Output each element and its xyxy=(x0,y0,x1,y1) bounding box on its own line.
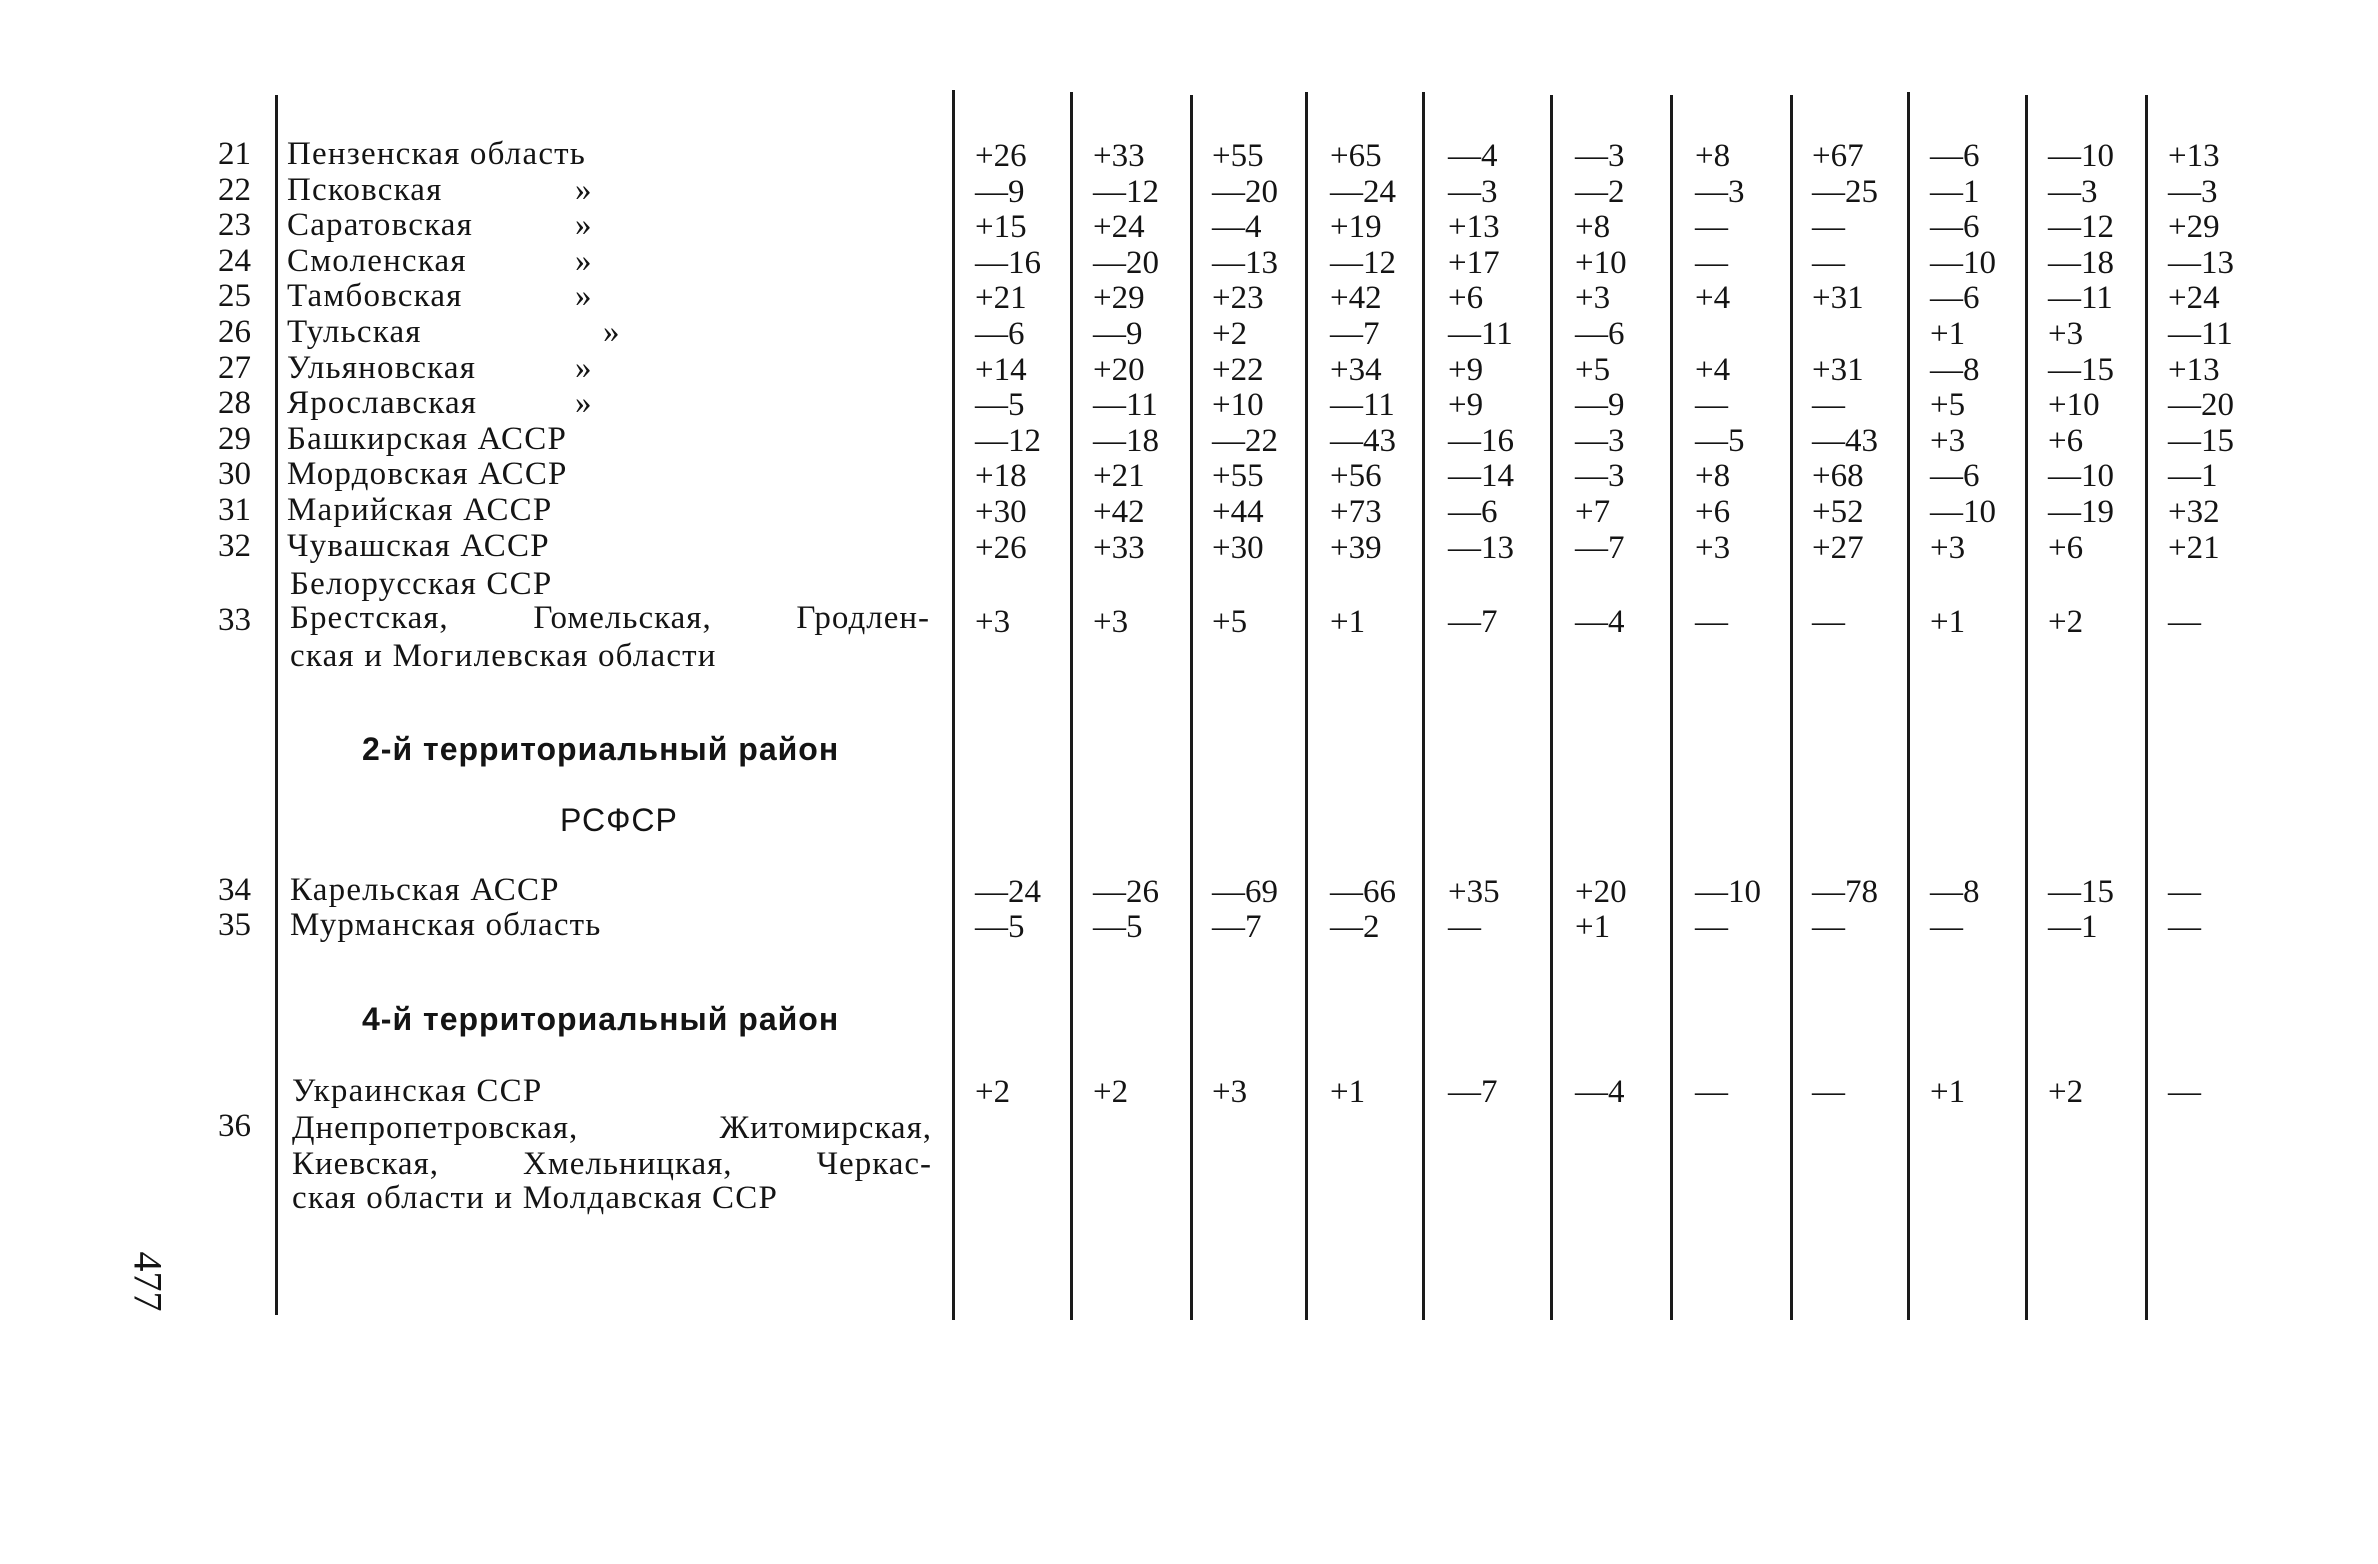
ukraine-row-value: — xyxy=(2168,1074,2201,1110)
row-number: 31 xyxy=(218,492,251,528)
row-value: +7 xyxy=(1575,494,1611,530)
row-value: —10 xyxy=(1930,245,1996,281)
row-value: —6 xyxy=(1930,280,1980,316)
row-value: +8 xyxy=(1695,458,1731,494)
row-value: — xyxy=(1812,209,1845,245)
row-value: +21 xyxy=(975,280,1027,316)
row-value: +31 xyxy=(1812,352,1864,388)
row-number: 26 xyxy=(218,314,251,350)
row-value: —20 xyxy=(2168,387,2234,423)
column-rule xyxy=(1550,95,1553,1320)
row-value: +26 xyxy=(975,530,1027,566)
row-value: —8 xyxy=(1930,352,1980,388)
row-value: —6 xyxy=(1930,138,1980,174)
row-33-value: — xyxy=(1812,604,1845,640)
row-value: +3 xyxy=(2048,316,2084,352)
row-value: —1 xyxy=(1930,174,1980,210)
row-value: +24 xyxy=(1093,209,1145,245)
row-value: +10 xyxy=(1212,387,1264,423)
row-value: —2 xyxy=(1575,174,1625,210)
row-33-value: +3 xyxy=(975,604,1011,640)
row-value: —10 xyxy=(2048,138,2114,174)
row-value: +20 xyxy=(1093,352,1145,388)
row-value: +18 xyxy=(975,458,1027,494)
row-value: —3 xyxy=(2048,174,2098,210)
row-value: +13 xyxy=(2168,138,2220,174)
row-value: —3 xyxy=(1695,174,1745,210)
row-33-name-word: Гродлен- xyxy=(796,600,930,636)
row-value: +21 xyxy=(1093,458,1145,494)
row-value: —6 xyxy=(1575,316,1625,352)
row-value: —11 xyxy=(1448,316,1513,352)
row-value: +21 xyxy=(2168,530,2220,566)
row-value: —4 xyxy=(1448,138,1498,174)
row-value: —24 xyxy=(975,874,1041,910)
row-value: +5 xyxy=(1930,387,1966,423)
row-value: +13 xyxy=(1448,209,1500,245)
row-33-name-line2: ская и Могилевская области xyxy=(290,638,717,674)
row-value: —16 xyxy=(1448,423,1514,459)
row-value: —43 xyxy=(1812,423,1878,459)
row-value: —6 xyxy=(1930,209,1980,245)
region-name: Тульская xyxy=(287,314,422,350)
column-rule xyxy=(1790,95,1793,1320)
row-value: —20 xyxy=(1212,174,1278,210)
row-value: —11 xyxy=(2048,280,2113,316)
row-value: — xyxy=(1448,909,1481,945)
ditto-mark: » xyxy=(603,314,621,350)
row-value: —3 xyxy=(1575,423,1625,459)
row-33-value: +1 xyxy=(1330,604,1366,640)
row-value: —12 xyxy=(1330,245,1396,281)
row-value: +26 xyxy=(975,138,1027,174)
row-value: +3 xyxy=(1695,530,1731,566)
row-value: +35 xyxy=(1448,874,1500,910)
row-value: —18 xyxy=(2048,245,2114,281)
row-number: 25 xyxy=(218,278,251,314)
row-value: +8 xyxy=(1695,138,1731,174)
row-33-value: —7 xyxy=(1448,604,1498,640)
row-value: —12 xyxy=(1093,174,1159,210)
row-value: +2 xyxy=(1212,316,1248,352)
row-value: +14 xyxy=(975,352,1027,388)
row-value: —1 xyxy=(2048,909,2098,945)
row-value: — xyxy=(1695,387,1728,423)
row-value: —13 xyxy=(1448,530,1514,566)
row-value: —6 xyxy=(1448,494,1498,530)
row-number: 22 xyxy=(218,172,251,208)
row-36-name-line3: ская области и Молдавская ССР xyxy=(292,1180,779,1216)
ditto-mark: » xyxy=(575,350,593,386)
row-33-number: 33 xyxy=(218,602,251,638)
row-number: 30 xyxy=(218,456,251,492)
row-value: —7 xyxy=(1575,530,1625,566)
row-value: +39 xyxy=(1330,530,1382,566)
ukraine-row-value: —7 xyxy=(1448,1074,1498,1110)
ukraine-row-value: +1 xyxy=(1930,1074,1966,1110)
row-value: —3 xyxy=(1448,174,1498,210)
region-name: Пензенская область xyxy=(287,136,587,172)
row-value: —24 xyxy=(1330,174,1396,210)
row-number: 27 xyxy=(218,350,251,386)
region-name: Смоленская xyxy=(287,243,467,279)
row-value: —2 xyxy=(1330,909,1380,945)
row-number: 21 xyxy=(218,136,251,172)
row-value: +10 xyxy=(1575,245,1627,281)
row-value: —10 xyxy=(2048,458,2114,494)
row-value: +42 xyxy=(1093,494,1145,530)
row-value: +20 xyxy=(1575,874,1627,910)
row-value: —43 xyxy=(1330,423,1396,459)
row-value: +55 xyxy=(1212,138,1264,174)
page-number: 477 xyxy=(125,1251,171,1312)
row-value: — xyxy=(1812,387,1845,423)
row-value: —69 xyxy=(1212,874,1278,910)
row-value: —3 xyxy=(2168,174,2218,210)
row-value: —7 xyxy=(1212,909,1262,945)
ukraine-row-value: +3 xyxy=(1212,1074,1248,1110)
row-33-name-word: Брестская, xyxy=(290,600,449,636)
row-number: 29 xyxy=(218,421,251,457)
region-name: Мордовская АССР xyxy=(287,456,568,492)
region-name: Марийская АССР xyxy=(287,492,553,528)
region-name: Мурманская область xyxy=(290,907,602,943)
row-value: — xyxy=(1695,209,1728,245)
row-33-name-word: Гомельская, xyxy=(533,600,712,636)
row-value: —22 xyxy=(1212,423,1278,459)
ditto-mark: » xyxy=(575,385,593,421)
column-rule xyxy=(1422,92,1425,1320)
row-value: —11 xyxy=(2168,316,2233,352)
row-value: —12 xyxy=(975,423,1041,459)
row-value: +13 xyxy=(2168,352,2220,388)
row-value: —10 xyxy=(1695,874,1761,910)
region-name: Тамбовская xyxy=(287,278,463,314)
row-value: +6 xyxy=(1448,280,1484,316)
region-name: Псковская xyxy=(287,172,443,208)
row-value: +4 xyxy=(1695,352,1731,388)
row-value: —11 xyxy=(1093,387,1158,423)
row-value: —19 xyxy=(2048,494,2114,530)
row-value: +67 xyxy=(1812,138,1864,174)
row-value: —3 xyxy=(1575,458,1625,494)
row-value: +42 xyxy=(1330,280,1382,316)
column-rule xyxy=(1305,92,1308,1320)
row-value: +3 xyxy=(1930,423,1966,459)
row-value: —5 xyxy=(1093,909,1143,945)
column-rule xyxy=(2145,95,2148,1320)
row-value: +31 xyxy=(1812,280,1864,316)
column-rule-name xyxy=(952,90,955,1320)
row-value: — xyxy=(1812,245,1845,281)
column-rule xyxy=(2025,95,2028,1320)
row-value: —9 xyxy=(1093,316,1143,352)
row-value: —26 xyxy=(1093,874,1159,910)
ukraine-label: Украинская ССР xyxy=(292,1073,543,1109)
row-value: +1 xyxy=(1575,909,1611,945)
row-value: —4 xyxy=(1212,209,1262,245)
row-value: +34 xyxy=(1330,352,1382,388)
row-value: +68 xyxy=(1812,458,1864,494)
ukraine-row-value: — xyxy=(1812,1074,1845,1110)
row-value: +33 xyxy=(1093,138,1145,174)
row-value: —15 xyxy=(2168,423,2234,459)
row-36-name-word: Житомирская, xyxy=(719,1110,932,1146)
ukraine-row-value: +2 xyxy=(1093,1074,1129,1110)
row-value: —14 xyxy=(1448,458,1514,494)
row-value: —18 xyxy=(1093,423,1159,459)
column-rule xyxy=(1070,92,1073,1320)
row-value: +8 xyxy=(1575,209,1611,245)
row-value: +3 xyxy=(1930,530,1966,566)
ukraine-row-value: +2 xyxy=(2048,1074,2084,1110)
row-value: +17 xyxy=(1448,245,1500,281)
row-value: —25 xyxy=(1812,174,1878,210)
row-33-value: +5 xyxy=(1212,604,1248,640)
column-rule-left xyxy=(275,95,278,1315)
row-value: +3 xyxy=(1575,280,1611,316)
row-value: — xyxy=(2168,874,2201,910)
row-36-name-word: Черкас- xyxy=(816,1146,933,1182)
row-value: —16 xyxy=(975,245,1041,281)
row-value: +19 xyxy=(1330,209,1382,245)
row-value: +56 xyxy=(1330,458,1382,494)
region-name: Карельская АССР xyxy=(290,872,560,908)
row-value: — xyxy=(1812,909,1845,945)
row-value: —15 xyxy=(2048,874,2114,910)
column-rule xyxy=(1907,92,1910,1320)
row-value: —13 xyxy=(2168,245,2234,281)
row-36-name-line1 xyxy=(292,1110,932,1147)
row-value: —6 xyxy=(1930,458,1980,494)
row-36-name-line2 xyxy=(292,1146,932,1183)
section-2-title: 2-й территориальный район xyxy=(362,731,840,767)
ditto-mark: » xyxy=(575,243,593,279)
row-value: +32 xyxy=(2168,494,2220,530)
region-name: Саратовская xyxy=(287,207,474,243)
row-value: —66 xyxy=(1330,874,1396,910)
row-value: +6 xyxy=(2048,423,2084,459)
row-value: —5 xyxy=(975,387,1025,423)
row-36-number: 36 xyxy=(218,1108,251,1144)
ditto-mark: » xyxy=(575,278,593,314)
row-number: 32 xyxy=(218,528,251,564)
region-name: Ярославская xyxy=(287,385,478,421)
row-value: —9 xyxy=(1575,387,1625,423)
row-value: —8 xyxy=(1930,874,1980,910)
row-value: +73 xyxy=(1330,494,1382,530)
row-value: — xyxy=(2168,909,2201,945)
row-number: 23 xyxy=(218,207,251,243)
row-number: 24 xyxy=(218,243,251,279)
column-rule xyxy=(1670,95,1673,1320)
row-value: —13 xyxy=(1212,245,1278,281)
row-value: +29 xyxy=(1093,280,1145,316)
row-value: +27 xyxy=(1812,530,1864,566)
row-value: — xyxy=(1930,909,1963,945)
row-value: +44 xyxy=(1212,494,1264,530)
row-value: +9 xyxy=(1448,352,1484,388)
region-name: Башкирская АССР xyxy=(287,421,568,457)
row-value: +22 xyxy=(1212,352,1264,388)
row-36-name-word: Хмельницкая, xyxy=(523,1146,733,1182)
row-value: +30 xyxy=(1212,530,1264,566)
ukraine-row-value: +2 xyxy=(975,1074,1011,1110)
row-value: —5 xyxy=(975,909,1025,945)
row-number: 35 xyxy=(218,907,251,943)
row-value: +65 xyxy=(1330,138,1382,174)
row-value: +15 xyxy=(975,209,1027,245)
row-number: 28 xyxy=(218,385,251,421)
ukraine-row-value: +1 xyxy=(1330,1074,1366,1110)
row-33-value: —4 xyxy=(1575,604,1625,640)
belarus-label: Белорусская ССР xyxy=(290,566,553,602)
row-value: —12 xyxy=(2048,209,2114,245)
row-value: +5 xyxy=(1575,352,1611,388)
row-value: +1 xyxy=(1930,316,1966,352)
ditto-mark: » xyxy=(575,172,593,208)
row-value: —3 xyxy=(1575,138,1625,174)
ukraine-row-value: —4 xyxy=(1575,1074,1625,1110)
row-value: +23 xyxy=(1212,280,1264,316)
row-value: —11 xyxy=(1330,387,1395,423)
section-4-title: 4-й территориальный район xyxy=(362,1001,840,1037)
row-value: —1 xyxy=(2168,458,2218,494)
row-value: —78 xyxy=(1812,874,1878,910)
ditto-mark: » xyxy=(575,207,593,243)
row-value: —5 xyxy=(1695,423,1745,459)
row-value: +33 xyxy=(1093,530,1145,566)
row-33-value: +2 xyxy=(2048,604,2084,640)
column-rule xyxy=(1190,95,1193,1320)
section-2-subtitle: РСФСР xyxy=(560,802,678,838)
row-number: 34 xyxy=(218,872,251,908)
row-value: +9 xyxy=(1448,387,1484,423)
row-value: +52 xyxy=(1812,494,1864,530)
row-value: —6 xyxy=(975,316,1025,352)
row-value: —7 xyxy=(1330,316,1380,352)
row-value: +55 xyxy=(1212,458,1264,494)
row-36-name-word: Киевская, xyxy=(292,1146,439,1182)
row-33-value: +1 xyxy=(1930,604,1966,640)
row-value: +6 xyxy=(1695,494,1731,530)
ukraine-row-value: — xyxy=(1695,1074,1728,1110)
row-value: — xyxy=(1695,245,1728,281)
region-name: Чувашская АССР xyxy=(287,528,550,564)
row-36-name-word: Днепропетровская, xyxy=(292,1110,579,1146)
row-value: —15 xyxy=(2048,352,2114,388)
row-value: —10 xyxy=(1930,494,1996,530)
row-value: +30 xyxy=(975,494,1027,530)
region-name: Ульяновская xyxy=(287,350,477,386)
row-33-value: — xyxy=(1695,604,1728,640)
row-value: +10 xyxy=(2048,387,2100,423)
row-value: +24 xyxy=(2168,280,2220,316)
row-value: +29 xyxy=(2168,209,2220,245)
row-value: —9 xyxy=(975,174,1025,210)
row-value: +4 xyxy=(1695,280,1731,316)
row-value: +6 xyxy=(2048,530,2084,566)
row-value: —20 xyxy=(1093,245,1159,281)
row-33-value: +3 xyxy=(1093,604,1129,640)
row-33-value: — xyxy=(2168,604,2201,640)
row-value: — xyxy=(1695,909,1728,945)
